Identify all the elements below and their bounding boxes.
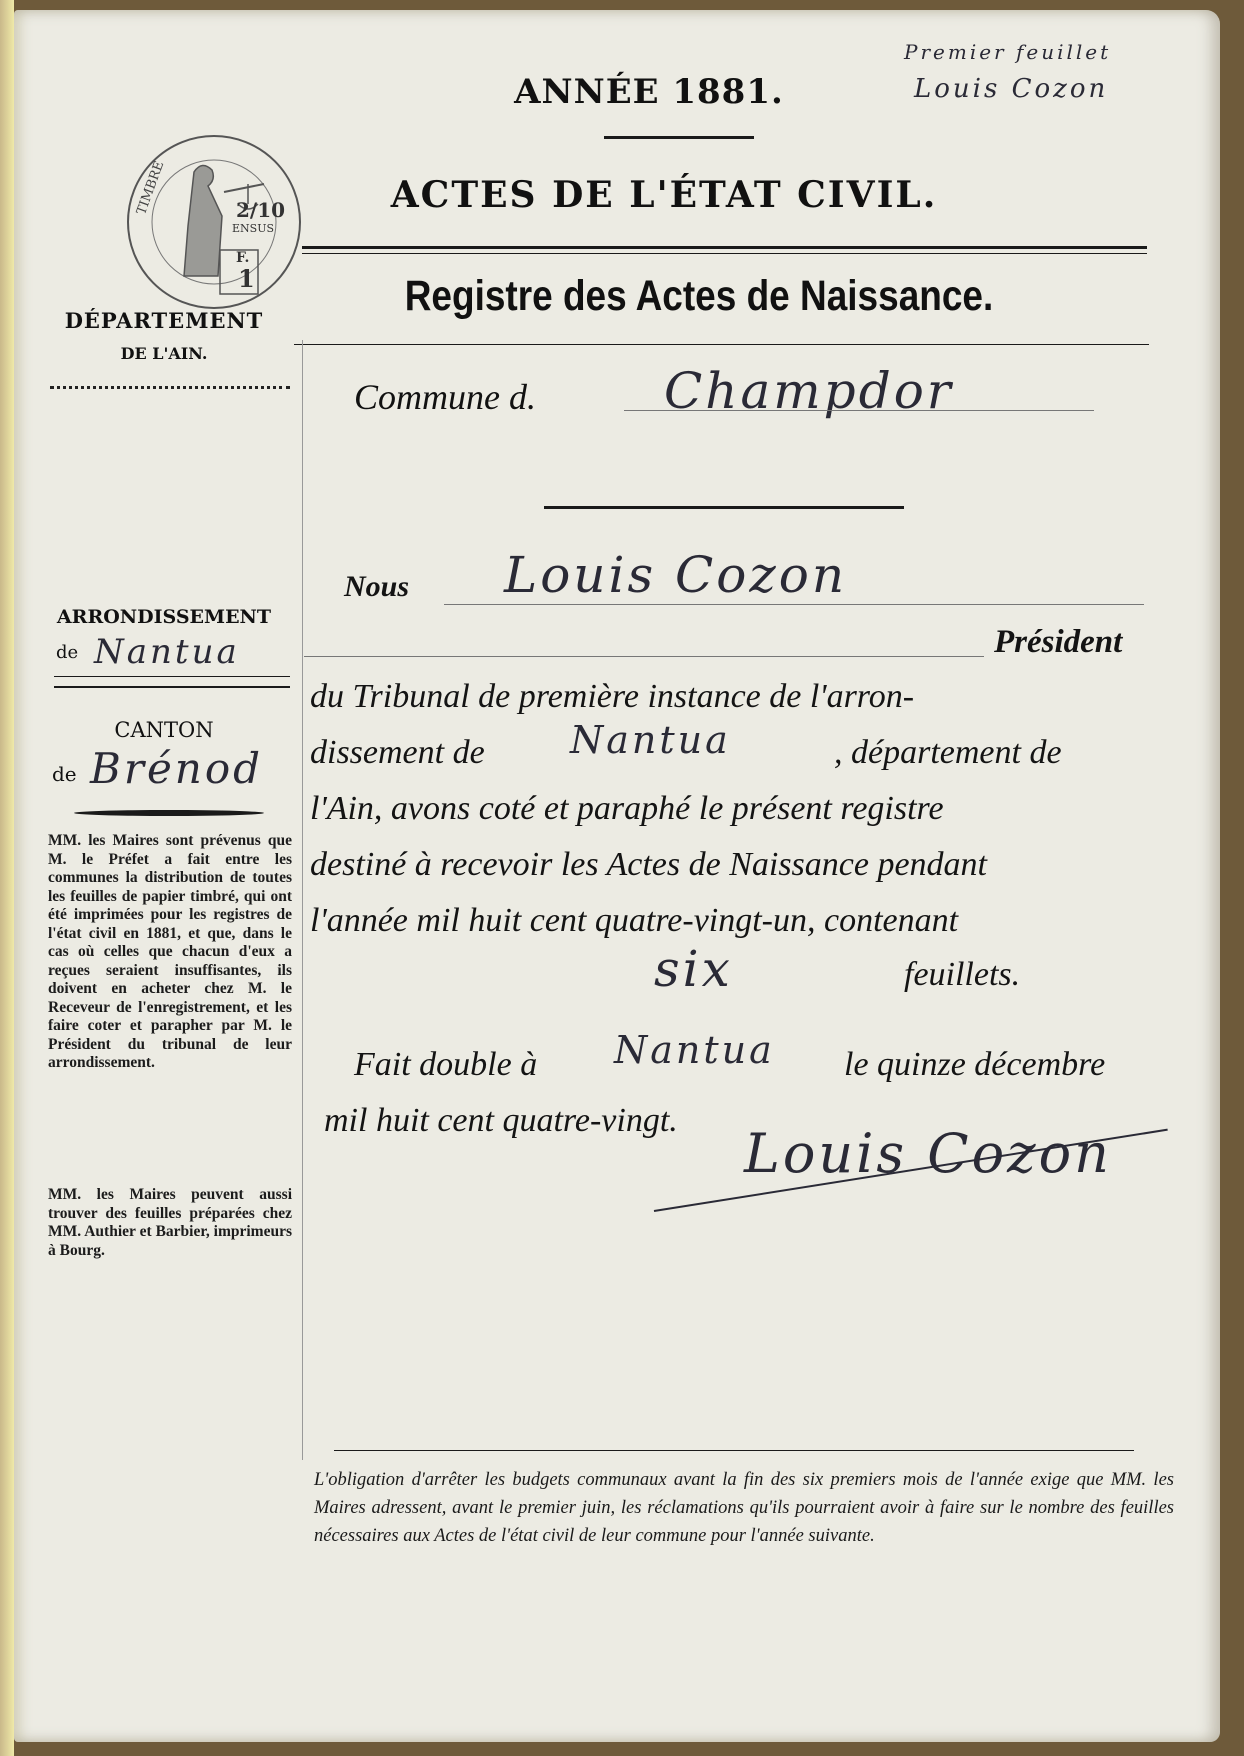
timbre-stamp [124,132,304,312]
title-rule-bottom [302,253,1147,254]
stamp-code2: 1 [238,264,255,293]
signature: Louis Cozon [744,1122,1112,1185]
departement-ornament [50,378,290,389]
body-line-2b: , département de [834,734,1062,771]
nous-line2 [304,656,984,657]
canton-label: CANTON [114,718,214,742]
body-line-6b: feuillets. [904,956,1021,993]
page-edge [0,0,14,1756]
fait-value: Nantua [614,1028,775,1072]
fait-date: le quinze décembre [844,1046,1106,1083]
register-heading: Registre des Actes de Naissance. [404,272,994,320]
stamp-seal-icon [124,132,304,312]
canton-value: Brénod [90,744,264,793]
canton-prefix: de [52,762,77,786]
ornament-rule [604,136,754,139]
nous-label: Nous [344,570,410,603]
departement-label: DÉPARTEMENT [64,308,264,333]
document-page [14,10,1220,1742]
arrondissement-value: Nantua [94,632,240,672]
register-rule [294,344,1149,345]
footer-note: L'obligation d'arrêter les budgets communaux avant la fin des six premiers mois de l'année exige que MM. les Maires adressent, avant le premier juin, les réclamations qu'ils pourraient avoir à faire sur le nombre des feuilles nécessaires aux Actes de l'état civil de leur commune pour l'année suivante. [314,1470,1174,1546]
president-label: Président [994,624,1123,660]
body-line-4: destiné à recevoir les Actes de Naissance pendant [310,846,987,883]
stamp-word: TIMBRE [134,159,168,217]
column-divider [302,340,303,1460]
canton-ornament [74,810,264,816]
footer-rule [334,1450,1134,1451]
nous-line [444,604,1144,605]
arrondissement-inline-value: Nantua [570,718,731,762]
arrondissement-rule1 [54,676,290,677]
body-line-3: l'Ain, avons coté et paraphé le présent registre [310,790,944,827]
arrondissement-rule2 [54,686,290,688]
nous-value: Louis Cozon [504,546,848,604]
sidebar-note-1: MM. les Maires sont prévenus que M. le Préfet a fait entre les communes la distribution de toutes les feuilles de papier timbré, qui ont été imprimées pour les registres de l'état civil en 1881, et que, dans le cas où celles que chacun d'eux a reçues seraient insuffisantes, ils doivent en acheter chez M. le Receveur de l'enregistrement, et les faire coter et parapher par M. le Président du tribunal de leur arrondissement. [48,832,292,1071]
title-heading: ACTES DE L'ÉTAT CIVIL. [390,174,938,216]
stamp-code: F. [236,250,250,266]
year-heading: ANNÉE 1881. [514,72,784,112]
corner-note-line2: Louis Cozon [914,74,1109,104]
arrondissement-prefix: de [56,642,79,663]
fait-label: Fait double à [354,1046,538,1083]
corner-note-line1: Premier feuillet [904,40,1112,64]
arrondissement-label: ARRONDISSEMENT [56,606,272,628]
commune-line [624,410,1094,411]
commune-label: Commune d. [354,377,536,417]
stamp-sub: ENSUS [232,222,274,235]
commune-ornament [544,506,904,509]
body-line-2a: dissement de [310,734,485,771]
feuillets-value: six [654,940,733,998]
title-rule-top [302,246,1147,249]
commune-value: Champdor [664,362,954,420]
departement-name: DE L'AIN. [120,344,208,363]
body-line-5: l'année mil huit cent quatre-vingt-un, contenant [310,902,959,939]
stamp-price: 2/10 [236,198,286,222]
sidebar-note-2: MM. les Maires peuvent aussi trouver des feuilles préparées chez MM. Authier et Barbier, imprimeurs à Bourg. [48,1186,292,1259]
fait-line-2: mil huit cent quatre-vingt. [324,1102,678,1139]
body-line-1: du Tribunal de première instance de l'arron- [310,678,915,715]
